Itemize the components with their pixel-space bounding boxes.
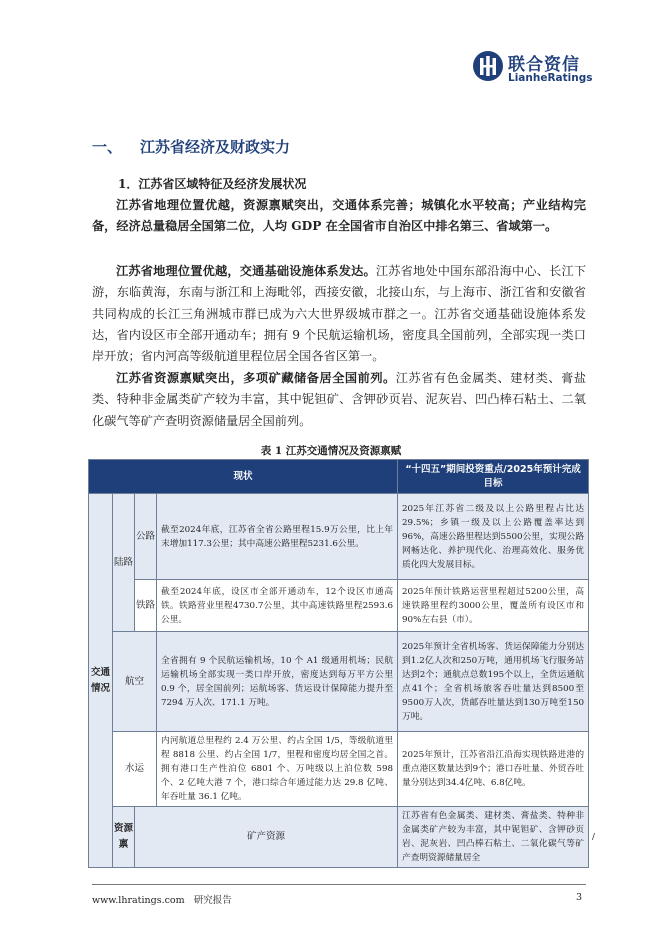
- highway-status: 截至2024年底，江苏省全省公路里程15.9万公里，比上年末增加117.3公里；其中高速公路里程5231.6公里。: [157, 494, 398, 580]
- subsection-heading: 1．江苏省区域特征及经济发展状况: [118, 177, 307, 191]
- footer-left: [92, 892, 232, 906]
- aviation-target: 2025年预计全省机场客、货运保障能力分别达到1.2亿人次和250万吨，通用机场飞行服务站达到2个；通航点总数195个以上，全货运通航点41个；全省机场旅客吞吐量达到8500至9500万人次，货邮吞吐量达到130万吨至150万吨。: [398, 632, 589, 732]
- table-row: [89, 580, 589, 632]
- logo-cn-text: 联合资信: [508, 55, 580, 75]
- footer-divider: [92, 884, 586, 885]
- table-row: [89, 732, 589, 807]
- table-row: [89, 632, 589, 732]
- table-caption: 表 1 江苏交通情况及资源禀赋: [260, 445, 402, 457]
- highway-label: 公路: [135, 494, 157, 580]
- waterway-target: 2025年预计，江苏省沿江沿海实现铁路进港的重点港区数量达到9个；港口吞吐量、外贸吞吐量分别达到34.4亿吨、6.8亿吨。: [398, 732, 589, 807]
- land-label: 陆路: [113, 494, 135, 632]
- transport-paragraph: [92, 261, 586, 367]
- group-transport: 交通情况: [89, 494, 113, 868]
- section-title: 江苏省经济及财政实力: [140, 138, 291, 156]
- header-status: 现状: [89, 460, 398, 494]
- mineral-status: 江苏省有色金属类、建材类、膏盐类、特种非金属类矿产较为丰富，其中铌钽矿、含钾砂页岩、泥灰岩、凹凸棒石粘土、二氧化碳气等矿产查明资源储量居全: [398, 807, 589, 868]
- railway-label: 铁路: [135, 580, 157, 632]
- transport-lead: 江苏省地理位置优越，交通基础设施体系发达。: [116, 264, 376, 278]
- lianhe-logo-icon: [472, 50, 504, 82]
- logo-en-text: LianheRatings: [508, 72, 593, 84]
- mineral-label: 矿产资源: [135, 807, 398, 868]
- group-resource: 资源禀: [113, 807, 135, 868]
- footer-site-link[interactable]: www.lhratings.com: [92, 895, 185, 906]
- waterway-status: 内河航道总里程约 2.4 万公里、约占全国 1/5，等级航道里程 8818 公里、约占全国 1/7，里程和密度均居全国之首。拥有港口生产性泊位 6801 个、万吨级以上泊位数 598 个、2 亿吨大港 7 个，港口综合年通过能力达 29.8 亿吨、年吞吐量 36.1 亿吨。: [157, 732, 398, 807]
- table-row: 资源禀 矿产资源 江苏省有色金属类、建材类、膏盐类、特种非金属类矿产较为丰富，其中铌钽矿、含钾砂页岩、泥灰岩、凹凸棒石粘土、二氧化碳气等矿产查明资源储量居全 /: [89, 807, 589, 868]
- transport-body: 江苏省地处中国东部沿海中心、长江下游，东临黄海，东南与浙江和上海毗邻，西接安徽，北接山东，与上海市、浙江省和安徽省共同构成的长江三角洲城市群已成为六大世界级城市群之一。江苏省交通基础设施体系发达，省内设区市全部开通动车；拥有 9 个民航运输机场，密度具全国前列，全部实现一类口岸开放；省内河高等级航道里程位居全国各省区第一。: [92, 264, 587, 364]
- transport-resource-table: [88, 459, 595, 868]
- resource-paragraph: [92, 368, 586, 432]
- page-number: 3: [576, 892, 583, 903]
- railway-target: 2025年预计铁路运营里程超过5200公里，高速铁路里程约3000公里，覆盖所有设区市和90%左右县（市）。: [398, 580, 589, 632]
- section-heading: [92, 136, 290, 157]
- resource-lead: 江苏省资源禀赋突出，多项矿藏储备居全国前列。: [116, 371, 396, 385]
- aviation-status: 全省拥有 9 个民航运输机场，10 个 A1 级通用机场；民航运输机场全部实现一类口岸开放，密度达到每万平方公里 0.9 个，居全国前列；运航场客、货运设计保障能力提升至 7294 万人次、171.1 万吨。: [157, 632, 398, 732]
- railway-status: 截至2024年底，设区市全部开通动车，12个设区市通高铁。铁路营业里程4730.7公里，其中高速铁路里程2593.6公里。: [157, 580, 398, 632]
- waterway-label: 水运: [113, 732, 157, 807]
- footer-doc-type: 研究报告: [193, 895, 232, 906]
- highway-target: 2025年江苏省二级及以上公路里程占比达29.5%；乡镇一级及以上公路覆盖率达到96%，高速公路里程达到5500公里，实现公路网畅达化、养护现代化、治理高效化、服务优质化四大发展目标。: [398, 494, 589, 580]
- summary-paragraph: 江苏省地理位置优越，资源禀赋突出，交通体系完善；城镇化水平较高；产业结构完备，经济总量稳居全国第二位，人均 GDP 在全国省市自治区中排名第三、省域第一。: [92, 198, 586, 234]
- company-logo: [472, 50, 592, 90]
- aviation-label: 航空: [113, 632, 157, 732]
- table-header-row: [89, 460, 589, 494]
- header-target: “十四五”期间投资重点/2025年预计完成目标: [398, 460, 589, 494]
- table-row: [89, 494, 589, 580]
- section-number: 一、: [92, 138, 123, 156]
- resource-body: 江苏省有色金属类、建材类、膏盐类、特种非金属类矿产较为丰富，其中铌钽矿、含钾砂页岩、泥灰岩、凹凸棒石粘土、二氧化碳气等矿产查明资源储量居全国前列。: [92, 371, 587, 428]
